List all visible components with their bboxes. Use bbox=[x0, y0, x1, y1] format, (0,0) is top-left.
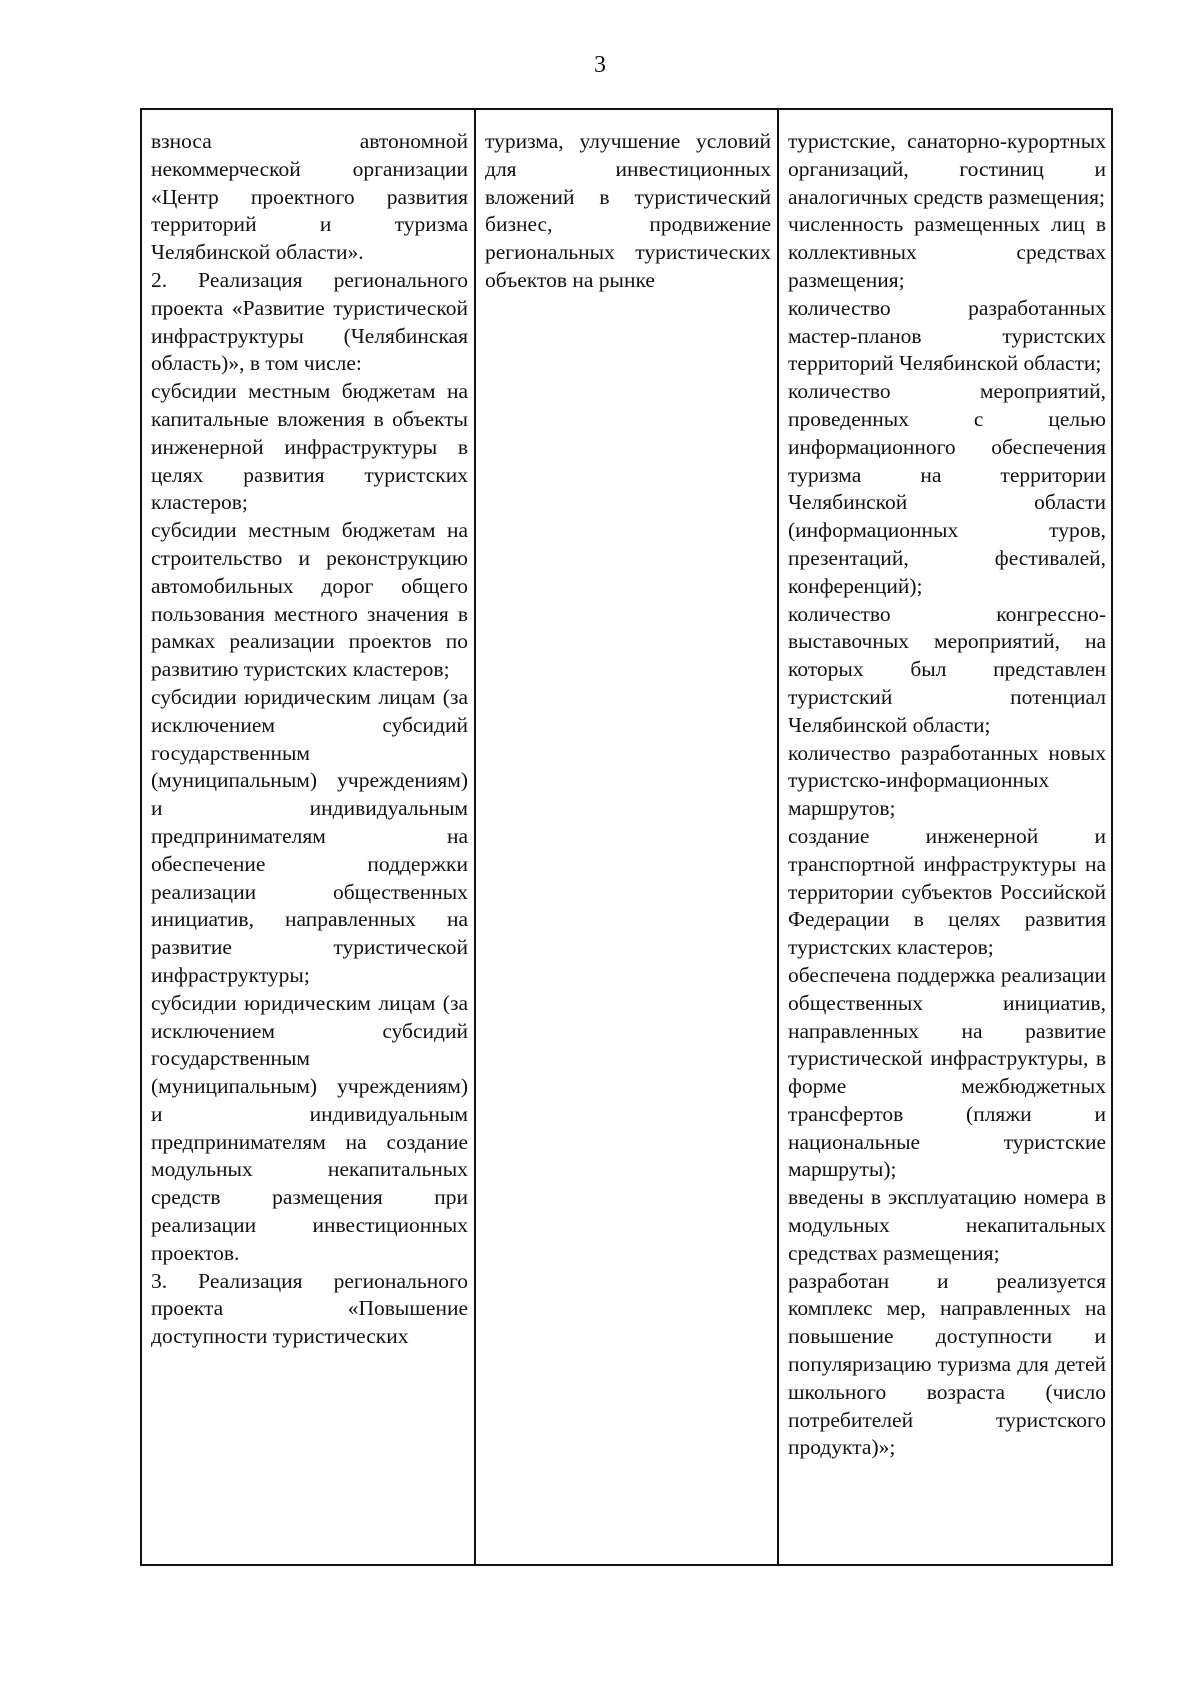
goal-paragraph: туризма, улучшение условий для инвестиционных вложений в туристический бизнес, продвижение региональных туристических объектов на рынке bbox=[485, 129, 771, 292]
measure-paragraph: субсидии юридическим лицам (за исключением субсидий государственным (муниципальным) учреждениям) и индивидуальным предпринимателям на создание модульных некапитальных средств размещения при реализации инвестиционных проектов. bbox=[151, 990, 468, 1265]
measure-paragraph: взноса автономной некоммерческой организации «Центр проектного развития территорий и туризма Челябинской области». bbox=[151, 129, 468, 265]
measure-paragraph: субсидии местным бюджетам на капитальные вложения в объекты инженерной инфраструктуры в целях развития туристских кластеров; bbox=[151, 379, 468, 515]
indicator-paragraph: количество разработанных новых туристско-информационных маршрутов; bbox=[788, 740, 1106, 821]
indicator-paragraph: туристские, санаторно-курортных организаций, гостиниц и аналогичных средств размещения; bbox=[788, 129, 1106, 209]
table-column-goals bbox=[474, 110, 777, 1564]
indicator-paragraph: количество конгрессно-выставочных мероприятий, на которых был представлен туристский потенциал Челябинской области; bbox=[788, 601, 1106, 737]
indicator-paragraph: количество мероприятий, проведенных с целью информационного обеспечения туризма на территории Челябинской области (информационных туров, презентаций, фестивалей, конференций); bbox=[788, 379, 1106, 598]
indicator-paragraph: численность размещенных лиц в коллективных средствах размещения; bbox=[788, 212, 1106, 292]
table-column-indicators bbox=[777, 110, 1111, 1564]
measure-paragraph: субсидии местным бюджетам на строительство и реконструкцию автомобильных дорог общего пользования местного значения в рамках реализации проектов по развитию туристских кластеров; bbox=[151, 518, 468, 682]
table-column-measures bbox=[142, 110, 474, 1564]
measure-paragraph: 2. Реализация регионального проекта «Развитие туристической инфраструктуры (Челябинская область)», в том числе: bbox=[151, 267, 468, 376]
indicator-paragraph: обеспечена поддержка реализации общественных инициатив, направленных на развитие туристической инфраструктуры, в форме межбюджетных трансфертов (пляжи и национальные туристские маршруты); bbox=[788, 962, 1106, 1182]
indicator-paragraph: введены в эксплуатацию номера в модульных некапитальных средствах размещения; bbox=[788, 1185, 1106, 1265]
indicator-paragraph: количество разработанных мастер-планов туристских территорий Челябинской области; bbox=[788, 295, 1106, 376]
page-number: 3 bbox=[594, 52, 606, 78]
indicator-paragraph: разработан и реализуется комплекс мер, направленных на повышение доступности и популяризацию туризма для детей школьного возраста (число потребителей туристского продукта)»; bbox=[788, 1268, 1106, 1460]
measure-paragraph: 3. Реализация регионального проекта «Повышение доступности туристических bbox=[151, 1268, 468, 1349]
indicator-paragraph: создание инженерной и транспортной инфраструктуры на территории субъектов Российской Федерации в целях развития туристских кластеров; bbox=[788, 823, 1106, 960]
measure-paragraph: субсидии юридическим лицам (за исключением субсидий государственным (муниципальным) учреждениям) и индивидуальным предпринимателям на обеспечение поддержки реализации общественных инициатив, направленных на развитие туристической инфраструктуры; bbox=[151, 684, 468, 987]
document-table bbox=[140, 108, 1113, 1566]
